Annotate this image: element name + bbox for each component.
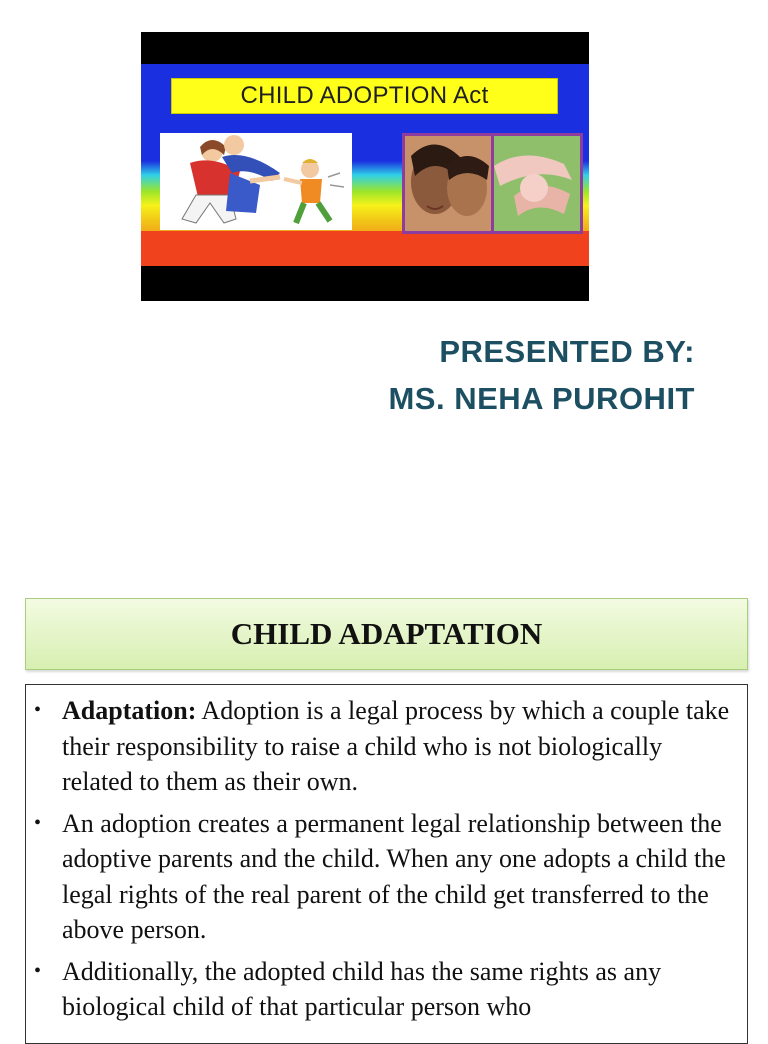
- presenter-name: MS. NEHA PUROHIT: [388, 381, 695, 416]
- list-item: [34, 954, 733, 1025]
- title-banner: [141, 32, 589, 301]
- bullet-text: Additionally, the adopted child has the same rights as any biological child of that particular person who: [62, 956, 662, 1021]
- presented-by-label: PRESENTED BY:: [439, 334, 695, 369]
- list-item: [34, 806, 733, 948]
- bullet-text: An adoption creates a permanent legal relationship between the adoptive parents and the child. When any one adopts a child the legal rights of the real parent of the child get transferred to the above person.: [62, 808, 726, 944]
- holding-hands-photo: [491, 133, 583, 234]
- content-box: [25, 684, 748, 1044]
- slide-heading: CHILD ADAPTATION: [25, 598, 748, 670]
- family-illustration: [160, 133, 352, 230]
- bullet-icon: •: [34, 959, 42, 982]
- mother-child-photo: [402, 133, 495, 234]
- list-item: [34, 693, 733, 800]
- bullet-list: [26, 685, 747, 1025]
- bullet-icon: •: [34, 699, 42, 721]
- banner-red-band: [141, 231, 589, 266]
- banner-title: CHILD ADOPTION Act: [171, 78, 558, 114]
- bullet-icon: •: [34, 811, 42, 834]
- term-label: Adaptation:: [62, 696, 197, 725]
- bullet-text: Adoption is a legal process by which a couple take their responsibility to raise a child who is not biologically related to them as their own.: [62, 696, 730, 796]
